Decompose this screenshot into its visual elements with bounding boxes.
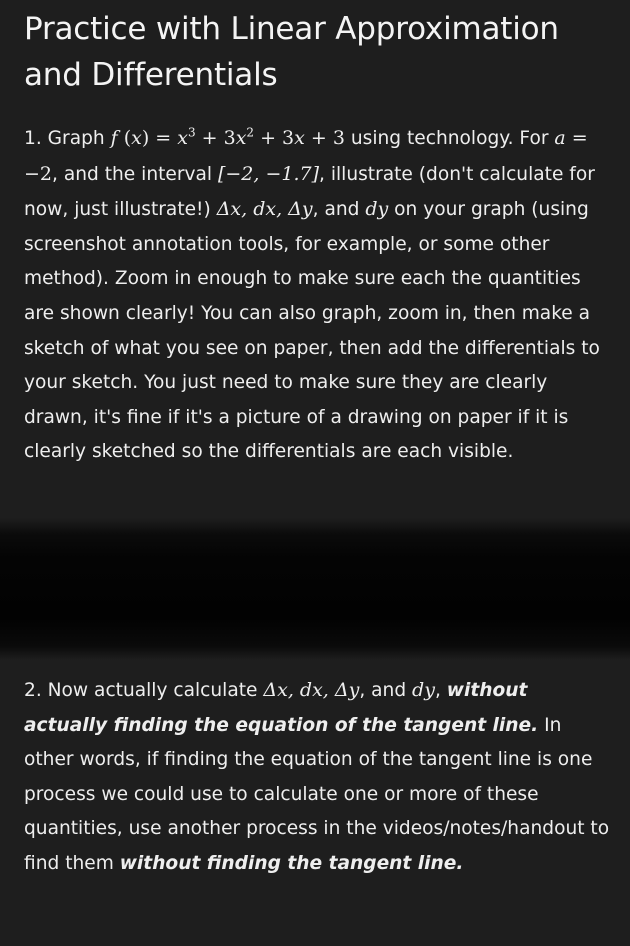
question-2 — [24, 673, 614, 882]
dy-math: dy — [365, 198, 389, 221]
q2-text-intro: 2. Now actually calculate — [24, 680, 264, 701]
a-value: a = −2 — [24, 127, 588, 185]
q1-text-and: , and — [312, 199, 366, 221]
q1-text-intro: 1. Graph — [24, 128, 111, 149]
q1-text-interval: , and the interval — [52, 163, 218, 185]
page-title: Practice with Linear Approximation and Differentials — [24, 11, 559, 93]
interval-math: [−2, −1.7] — [217, 162, 320, 185]
redacted-region — [0, 518, 630, 660]
dy-math-2: dy — [412, 679, 435, 701]
function-formula: f $(x) = x^3 + 3x^2 + 3x + 3$ — [110, 125, 345, 149]
q2-text-explanation: In other words, if finding the equation of the tangent line is one process we could use to calculate one or more of these quantities, use another process in the videos/notes/handout to find them — [24, 714, 610, 874]
question-1 — [24, 121, 614, 470]
quantities-math: Δx, dx, Δy — [216, 198, 313, 221]
quantities-math-2: Δx, dx, Δy — [263, 679, 360, 701]
q1-text-technology: using technology. For — [344, 128, 555, 149]
q1-text-instructions: on your graph (using screenshot annotation tools, for example, or some other method). Zoom in enough to make sure each the quantities are shown clearly! You can also graph, zoom in, then make a sketch of what you see on paper, then add the differentials to your sketch. You just need to make sure they are clearly drawn, it's fine if it's a picture of a drawing on paper if it is clearly sketched so the differentials are each visible. — [24, 199, 600, 463]
emphasis-without-finding: without finding the tangent line. — [119, 852, 464, 874]
q2-text-comma: , — [434, 680, 447, 701]
q2-text-and: , and — [359, 680, 413, 701]
emphasis-without-tangent: without actually finding the equation of the tangent line. — [24, 680, 539, 736]
q1-text-illustrate: , illustrate (don't calculate for now, just illustrate!) — [24, 163, 595, 221]
